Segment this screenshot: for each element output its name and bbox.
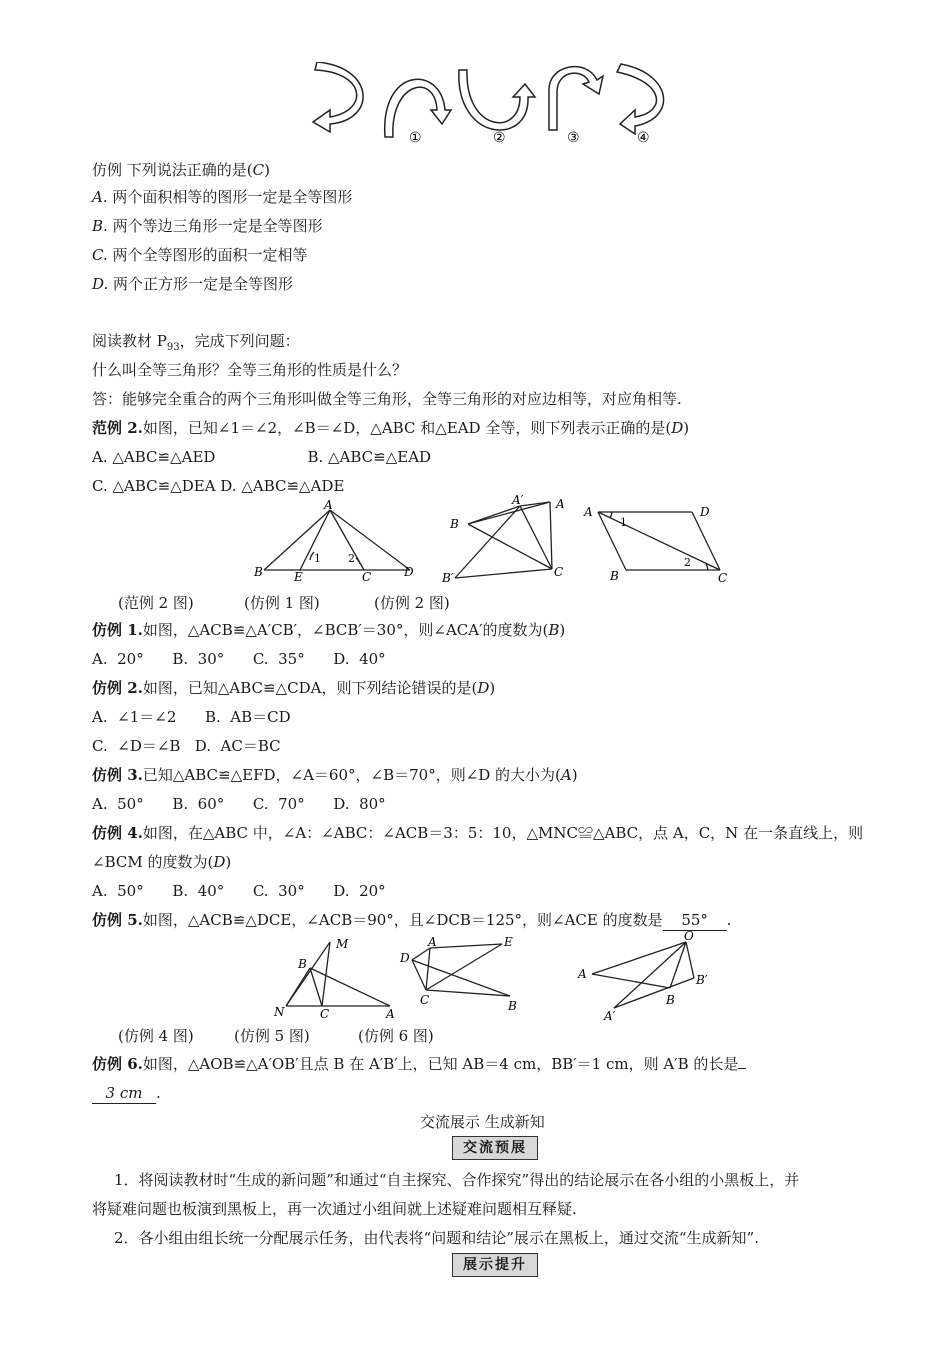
reading-prefix: 阅读教材 P xyxy=(92,332,167,350)
fig5-label-e: E xyxy=(504,935,513,949)
f4-stem-line2 xyxy=(92,852,231,872)
reading-suffix: ，完成下列问题： xyxy=(179,332,300,350)
f1-options: A. 20° B. 30° C. 35° D. 40° xyxy=(92,650,386,668)
figure-f5 xyxy=(398,932,528,1016)
f6-answer-line xyxy=(92,1083,161,1104)
fig5-label-b: B xyxy=(508,999,517,1013)
caption-f6: (仿例 6 图) xyxy=(358,1027,434,1045)
caption-f1: (仿例 1 图) xyxy=(244,594,320,612)
section-paragraph-1: 1．将阅读教材时“生成的新问题”和通过“自主探究、合作探究”得出的结论展示在各小组的小黑板上，并 xyxy=(114,1171,800,1189)
fig2-label-b: B xyxy=(450,517,459,531)
f2-answer: D xyxy=(477,679,490,697)
f5-answer-blank: 55° xyxy=(663,910,727,931)
f6-stem xyxy=(92,1054,746,1074)
ex2-option-b: B. △ABC≌△EAD xyxy=(307,448,432,466)
f6-suffix: . xyxy=(156,1084,161,1102)
fig1-label-b: B xyxy=(254,565,263,579)
ex2-suffix: ) xyxy=(683,419,690,437)
arrow-label-4: ④ xyxy=(637,130,650,146)
option-letter: B. xyxy=(92,217,108,235)
fig2-label-b-prime: B′ xyxy=(442,571,454,585)
fig6-label-a-prime: A′ xyxy=(604,1009,616,1020)
section-paragraph-1b: 将疑难问题也板演到黑板上，再一次通过小组间就上述疑难问题相互释疑. xyxy=(92,1200,577,1218)
q1-option-a xyxy=(92,187,352,207)
f1-stem xyxy=(92,620,565,640)
fig6-label-b: B xyxy=(666,993,675,1007)
f2-stem-text: 如图，已知△ABC≌△CDA，则下列结论错误的是( xyxy=(142,679,478,697)
caption-f2: (仿例 2 图) xyxy=(374,594,450,612)
f1-stem-text: 如图，△ACB≌△A′CB′，∠BCB′＝30°，则∠ACA′的度数为( xyxy=(142,621,549,639)
f3-options: A. 50° B. 60° C. 70° D. 80° xyxy=(92,795,386,813)
f4-options: A. 50° B. 40° C. 30° D. 20° xyxy=(92,882,386,900)
fig4-label-b: B xyxy=(298,957,307,971)
q1-answer: C xyxy=(252,161,265,179)
arrow-3-icon xyxy=(549,67,603,130)
ex2-stem-text: 如图，已知∠1＝∠2，∠B＝∠D，△ABC 和△EAD 全等，则下列表示正确的是( xyxy=(142,419,672,437)
arrow-label-1: ① xyxy=(409,130,422,146)
fig3-label-a: A xyxy=(584,505,593,519)
f1-label: 仿例 1. xyxy=(92,621,143,639)
f5-suffix: . xyxy=(726,911,732,929)
caption-f4: (仿例 4 图) xyxy=(118,1027,194,1045)
fig2-label-a: A xyxy=(556,497,565,511)
figure-f4 xyxy=(272,934,402,1018)
fig1-label-e: E xyxy=(294,570,303,582)
reading-question: 什么叫全等三角形？全等三角形的性质是什么？ xyxy=(92,361,408,379)
f3-suffix: ) xyxy=(571,766,578,784)
f1-answer: B xyxy=(548,621,560,639)
figure-f2 xyxy=(580,500,730,584)
fig4-label-c: C xyxy=(320,1007,330,1018)
arrow-2-icon xyxy=(459,70,535,130)
f4-stem2-text: ∠BCM 的度数为( xyxy=(92,853,214,871)
option-text: 两个正方形一定是全等图形 xyxy=(113,275,294,293)
option-text: 两个等边三角形一定是全等图形 xyxy=(112,217,323,235)
arrow-1-icon xyxy=(385,79,451,137)
f3-answer: A xyxy=(560,766,572,784)
fig5-label-a: A xyxy=(428,935,437,949)
fig6-label-o: O xyxy=(684,929,694,943)
fig3-label-1: 1 xyxy=(620,516,627,529)
fig6-label-a: A xyxy=(578,967,587,981)
ex2-option-a: A. △ABC≌△AED xyxy=(92,448,216,466)
f6-blank-start xyxy=(738,1068,746,1069)
fig5-label-c: C xyxy=(420,993,430,1007)
q1-stem-suffix: ) xyxy=(264,161,270,179)
f3-label: 仿例 3. xyxy=(92,766,143,784)
f4-stem-text: 如图，在△ABC 中，∠A：∠ABC：∠ACB＝3：5：10，△MNC≌△ABC，点 A，C，N 在一条直线上，则 xyxy=(142,824,864,842)
f3-stem xyxy=(92,765,578,785)
ex2-stem xyxy=(92,418,689,438)
fig3-label-b: B xyxy=(610,569,619,583)
arrow-0-icon xyxy=(313,62,363,132)
fig6-label-b-prime: B′ xyxy=(696,973,708,987)
option-letter: D. xyxy=(92,275,109,293)
fig1-label-a: A xyxy=(324,500,333,512)
q1-stem-text: 仿例 下列说法正确的是( xyxy=(92,161,253,179)
section-paragraph-2: 2．各小组由组长统一分配展示任务，由代表将“问题和结论”展示在黑板上，通过交流“生成新知”. xyxy=(114,1229,759,1247)
f4-suffix: ) xyxy=(225,853,232,871)
option-text: 两个全等图形的面积一定相等 xyxy=(112,246,308,264)
arrow-label-3: ③ xyxy=(567,130,580,146)
f5-label: 仿例 5. xyxy=(92,911,143,929)
reading-instruction xyxy=(92,331,300,358)
fig1-label-1: 1 xyxy=(314,552,321,565)
fig2-label-c: C xyxy=(554,565,564,579)
caption-f5: (仿例 5 图) xyxy=(234,1027,310,1045)
f6-label: 仿例 6. xyxy=(92,1055,143,1073)
arrow-label-2: ② xyxy=(493,130,506,146)
f2-label: 仿例 2. xyxy=(92,679,143,697)
f5-stem-text: 如图，△ACB≌△DCE，∠ACB＝90°，且∠DCB＝125°，则∠ACE 的度数是 xyxy=(142,911,663,929)
q1-option-b xyxy=(92,216,323,236)
fig3-label-d: D xyxy=(700,505,710,519)
caption-ex2: (范例 2 图) xyxy=(118,594,194,612)
f1-suffix: ) xyxy=(559,621,566,639)
fig5-label-d: D xyxy=(400,951,410,965)
fig4-label-a: A xyxy=(386,1007,395,1018)
f3-stem-text: 已知△ABC≌△EFD，∠A＝60°，∠B＝70°，则∠D 的大小为( xyxy=(142,766,561,784)
option-letter: C. xyxy=(92,246,108,264)
f4-label: 仿例 4. xyxy=(92,824,143,842)
q1-option-c xyxy=(92,245,308,265)
figure-ex2 xyxy=(252,500,422,582)
f6-stem-text: 如图，△AOB≌△A′OB′且点 B 在 A′B′上，已知 AB＝4 cm，BB′＝1 cm，则 A′B 的长是 xyxy=(142,1055,739,1073)
q1-stem xyxy=(92,160,270,180)
section-box-show: 展示提升 xyxy=(452,1253,538,1277)
fig4-label-n: N xyxy=(274,1005,285,1018)
fig3-label-2: 2 xyxy=(684,556,691,569)
f6-answer-blank: 3 cm xyxy=(92,1083,156,1104)
fig1-label-2: 2 xyxy=(348,552,355,565)
reading-answer: 答：能够完全重合的两个三角形叫做全等三角形，全等三角形的对应边相等，对应角相等. xyxy=(92,390,682,408)
arrow-4-icon xyxy=(617,64,664,134)
section-box-exchange: 交流预展 xyxy=(452,1136,538,1160)
fig1-label-d: D xyxy=(404,565,414,579)
f2-options-ab: A. ∠1＝∠2 B. AB＝CD xyxy=(92,708,291,726)
f4-answer: D xyxy=(213,853,226,871)
ex2-answer: D xyxy=(671,419,684,437)
fig4-label-m: M xyxy=(336,937,349,951)
q1-option-d xyxy=(92,274,293,294)
section-title: 交流展示 生成新知 xyxy=(420,1113,545,1131)
f4-stem xyxy=(92,823,863,843)
f2-stem xyxy=(92,678,495,698)
figure-f1 xyxy=(440,494,575,586)
option-letter: A. xyxy=(92,188,108,206)
ex2-label: 范例 2. xyxy=(92,419,143,437)
ex2-options-cd: C. △ABC≌△DEA D. △ABC≌△ADE xyxy=(92,477,345,495)
f2-options-cd: C. ∠D＝∠B D. AC＝BC xyxy=(92,737,281,755)
ex2-options-ab xyxy=(92,447,431,467)
fig2-label-a-prime: A′ xyxy=(512,494,524,507)
reading-page: 93 xyxy=(166,342,180,353)
fig1-label-c: C xyxy=(362,570,372,582)
figure-f6 xyxy=(574,928,714,1020)
fig3-label-c: C xyxy=(718,571,728,584)
rotation-arrows-figure xyxy=(305,62,685,150)
option-text: 两个面积相等的图形一定是全等图形 xyxy=(112,188,353,206)
f2-suffix: ) xyxy=(489,679,496,697)
